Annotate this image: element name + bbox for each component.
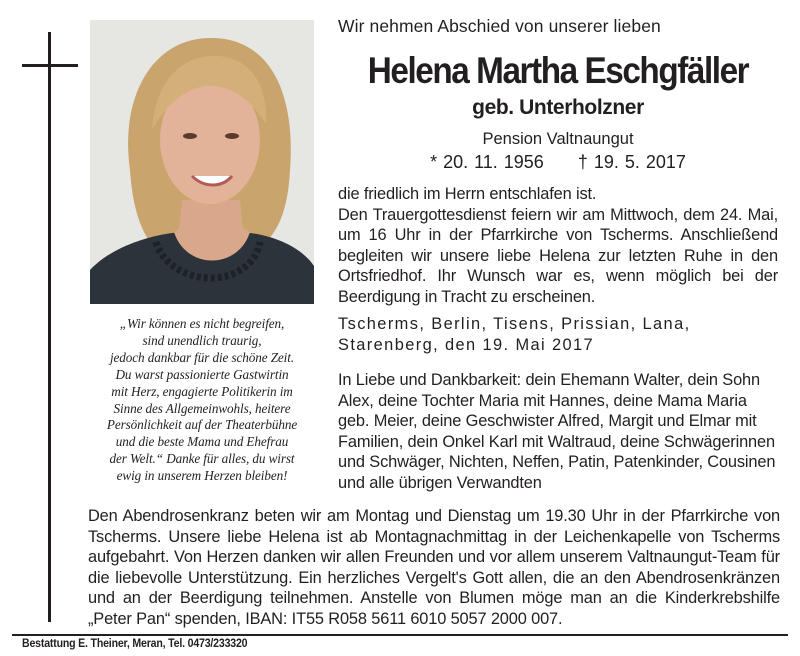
service-paragraph: die friedlich im Herrn entschlafen ist. Den Trauergottesdienst feiern wir am Mittwoch, dem 24. Mai, um 16 Uhr in der Pfarrkirche von Tscherms. Anschließend begleiten wir unsere liebe Helena zur letzten Ruhe in den Ortsfriedhof. Ihr Wunsch war es, wenn möglich bei der Beerdigung in Tracht zu erscheinen. (338, 185, 778, 306)
deceased-name: Helena Martha Eschgfäller (367, 50, 749, 91)
cross-icon (48, 32, 51, 622)
rosary-paragraph: Den Abendrosenkranz beten wir am Montag und Dienstag um 19.30 Uhr in der Pfarrkirche von Tscherms. Unsere liebe Helena ist ab Montagnachmittag in der Leichenkapelle von Tscherms aufgebahrt. Von Herzen danken wir allen Freunden und vor allem unserem Valtnaungut-Team für die liebevolle Unterstützung. Ein herzliches Vergelt's Gott allen, die an den Abendrosenkränzen und an der Beerdigung teilnehmen. Anstelle von Blumen möge man an die Kinderkrebshilfe „Peter Pan“ spenden, IBAN: IT55 R058 5611 6010 5057 2000 007. (88, 507, 780, 628)
death-date: † 19. 5. 2017 (577, 152, 686, 172)
life-dates (330, 152, 786, 173)
cross-icon-bar (22, 64, 78, 67)
place-name: Pension Valtnaungut (482, 130, 634, 148)
footer-divider (12, 634, 788, 636)
intro-line: Wir nehmen Abschied von unserer lieben (338, 16, 661, 36)
mourners-paragraph: In Liebe und Dankbarkeit: dein Ehemann Walter, dein Sohn Alex, deine Tochter Maria mit Hannes, deine Mama Maria geb. Meier, deine Geschwister Alfred, Margit und Elmar mit Familien, dein Onkel Karl mit Waltraud, deine Schwägerinnen und Schwäger, Nichten, Neffen, Patin, Patenkinder, Cousinen und alle übrigen Verwandten (338, 371, 776, 492)
memorial-quote: „Wir können es nicht begreifen, sind unendlich traurig, jedoch dankbar für die schöne Zeit. Du warst passionierte Gastwirtin mit Herz, engagierte Politikerin im Sinne des Allgemeinwohls, heitere Persönlichkeit auf der Theaterbühne und die beste Mama und Ehefrau der Welt.“ Danke für alles, du wirst ewig in unserem Herzen bleiben! (106, 316, 298, 484)
funeral-home-footer: Bestattung E. Theiner, Meran, Tel. 0473/233320 (22, 638, 248, 650)
portrait-photo (90, 20, 314, 304)
birth-name: geb. Unterholzner (472, 96, 644, 119)
birth-date: * 20. 11. 1956 (430, 152, 544, 172)
places-date-paragraph: Tscherms, Berlin, Tisens, Prissian, Lana, Starenberg, den 19. Mai 2017 (338, 315, 691, 354)
